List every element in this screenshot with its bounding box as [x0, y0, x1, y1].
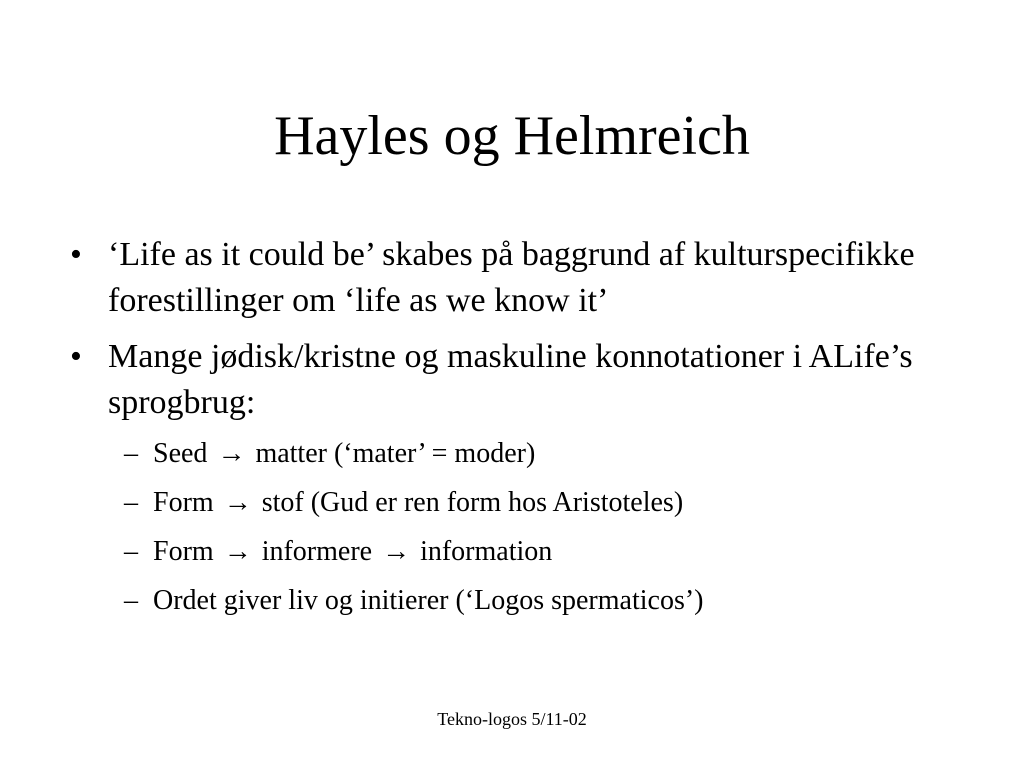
right-arrow-icon: →	[217, 438, 246, 469]
sub-item-1	[70, 438, 950, 470]
dash-marker: –	[124, 536, 138, 567]
bullet-item-1	[70, 232, 950, 324]
sub-text-part: Seed	[153, 438, 208, 469]
sub-text: Ordet giver liv og initierer (‘Logos spermaticos’)	[153, 585, 704, 616]
bullet-text: Mange jødisk/kristne og maskuline konnotationer i ALife’s sprogbrug:	[108, 338, 913, 421]
right-arrow-icon: →	[382, 536, 411, 567]
bullet-marker: •	[70, 236, 82, 273]
sub-text-part: informere	[261, 536, 373, 567]
dash-marker: –	[124, 438, 138, 469]
bullet-text: ‘Life as it could be’ skabes på baggrund af kulturspecifikke forestillinger om ‘life as we know it’	[108, 236, 915, 319]
right-arrow-icon: →	[223, 536, 252, 567]
sub-text-part: stof (Gud er ren form hos Aristoteles)	[261, 487, 684, 518]
sub-text-part: Form	[153, 487, 214, 518]
bullet-item-2	[70, 334, 950, 426]
sub-item-4	[70, 585, 950, 617]
slide-content	[70, 232, 950, 634]
sub-item-2	[70, 487, 950, 519]
sub-item-3	[70, 536, 950, 568]
dash-marker: –	[124, 487, 138, 518]
bullet-marker: •	[70, 338, 82, 375]
dash-marker: –	[124, 585, 138, 616]
slide-title: Hayles og Helmreich	[274, 105, 750, 167]
sub-text-part: information	[420, 536, 553, 567]
right-arrow-icon: →	[223, 487, 252, 518]
sub-text-part: matter (‘mater’ = moder)	[255, 438, 536, 469]
sub-text-part: Form	[153, 536, 214, 567]
slide-footer: Tekno-logos 5/11-02	[437, 709, 587, 729]
sub-list	[70, 438, 950, 617]
